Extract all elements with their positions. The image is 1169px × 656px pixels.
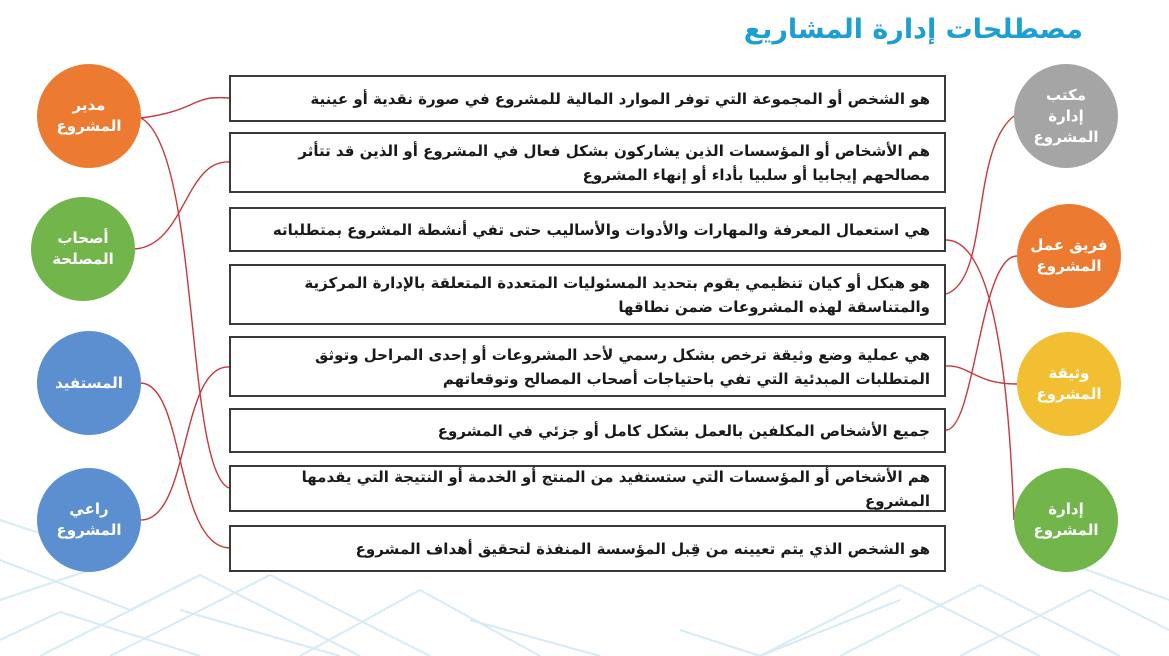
term-beneficiary[interactable]: المستفيد	[37, 331, 141, 435]
definition-box[interactable]: هو الشخص أو المجموعة التي توفر الموارد المالية للمشروع في صورة نقدية أو عينية	[229, 75, 946, 122]
definition-box[interactable]: هو الشخص الذي يتم تعيينه من قِبل المؤسسة المنفذة لتحقيق أهداف المشروع	[229, 525, 946, 572]
definition-box[interactable]: هي استعمال المعرفة والمهارات والأدوات والأساليب حتى تفي أنشطة المشروع بمتطلباته	[229, 207, 946, 252]
page-title: مصطلحات إدارة المشاريع	[743, 14, 1083, 45]
connector-line	[946, 240, 1014, 520]
connector-line	[141, 118, 229, 488]
definition-box[interactable]: هم الأشخاص أو المؤسسات الذين يشاركون بشكل فعال في المشروع أو الذين قد تتأثر مصالحهم إيجابيا أو سلبيا بأداء أو إنهاء المشروع	[229, 132, 946, 193]
term-project-team[interactable]: فريق عمل المشروع	[1017, 204, 1121, 308]
term-stakeholders[interactable]: أصحاب المصلحة	[31, 197, 135, 301]
definition-box[interactable]: هم الأشخاص أو المؤسسات التي ستستفيد من المنتج أو الخدمة أو النتيجة التي يقدمها المشروع	[229, 465, 946, 512]
definition-box[interactable]: هي عملية وضع وثيقة ترخص بشكل رسمي لأحد المشروعات أو إحدى المراحل وتوثق المتطلبات المبدئية التي تفي باحتياجات أصحاب المصالح وتوقعاتهم	[229, 336, 946, 397]
connector-line	[141, 383, 229, 548]
term-pmo[interactable]: مكتب إدارة المشروع	[1014, 64, 1118, 168]
connector-line	[141, 98, 229, 118]
term-project-sponsor[interactable]: راعي المشروع	[37, 468, 141, 572]
term-project-management[interactable]: إدارة المشروع	[1014, 468, 1118, 572]
term-project-manager[interactable]: مدير المشروع	[37, 64, 141, 168]
definition-box[interactable]: هو هيكل أو كيان تنظيمي يقوم بتحديد المسئوليات المتعددة المتعلقة بالإدارة المركزية والمتناسقة لهذه المشروعات ضمن نطاقها	[229, 264, 946, 325]
definition-box[interactable]: جميع الأشخاص المكلفين بالعمل بشكل كامل أو جزئي في المشروع	[229, 408, 946, 453]
term-project-charter[interactable]: وثيقة المشروع	[1017, 332, 1121, 436]
connector-line	[946, 366, 1017, 384]
connector-line	[946, 116, 1014, 294]
